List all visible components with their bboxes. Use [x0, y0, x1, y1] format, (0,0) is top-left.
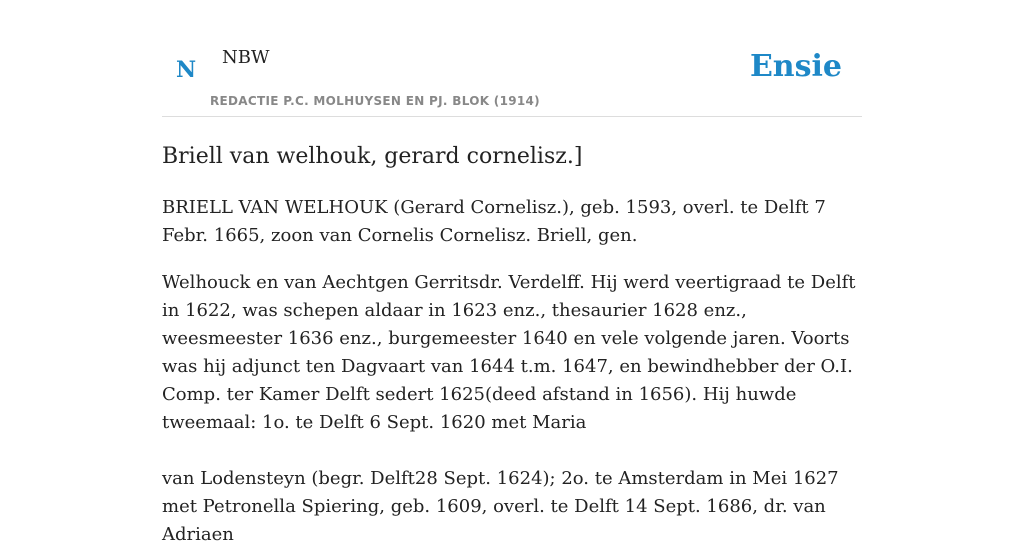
source-subtitle: REDACTIE P.C. MOLHUYSEN EN PJ. BLOK (1914) [210, 94, 540, 108]
article-paragraph: van Lodensteyn (begr. Delft28 Sept. 1624); 2o. te Amsterdam in Mei 1627 met Petronella Spiering, geb. 1609, overl. te Delft 14 Sept. 1686, dr. van Adriaen [162, 468, 839, 545]
source-logo[interactable]: N [176, 57, 197, 83]
page-container [162, 0, 862, 549]
article-paragraph: Welhouck en van Aechtgen Gerritsdr. Verdelff. Hij werd veertigraad te Delft in 1622, was schepen aldaar in 1623 enz., thesaurier 1628 enz., weesmeester 1636 enz., burgemeester 1640 en vele volgende jaren. Voorts was hij adjunct ten Dagvaart van 1644 t.m. 1647, en bewindhebber der O.I. Comp. ter Kamer Delft sedert 1625(deed afstand in 1656). Hij huwde tweemaal: 1o. te Delft 6 Sept. 1620 met Maria [162, 272, 856, 433]
brand-logo[interactable]: Ensie [749, 49, 842, 84]
header [162, 0, 862, 117]
source-name[interactable]: NBW [222, 47, 270, 68]
article-title: Briell van welhouk, gerard cornelisz.] [162, 144, 583, 169]
article-paragraph: BRIELL VAN WELHOUK (Gerard Cornelisz.), geb. 1593, overl. te Delft 7 Febr. 1665, zoon van Cornelis Cornelisz. Briell, gen. [162, 197, 826, 246]
